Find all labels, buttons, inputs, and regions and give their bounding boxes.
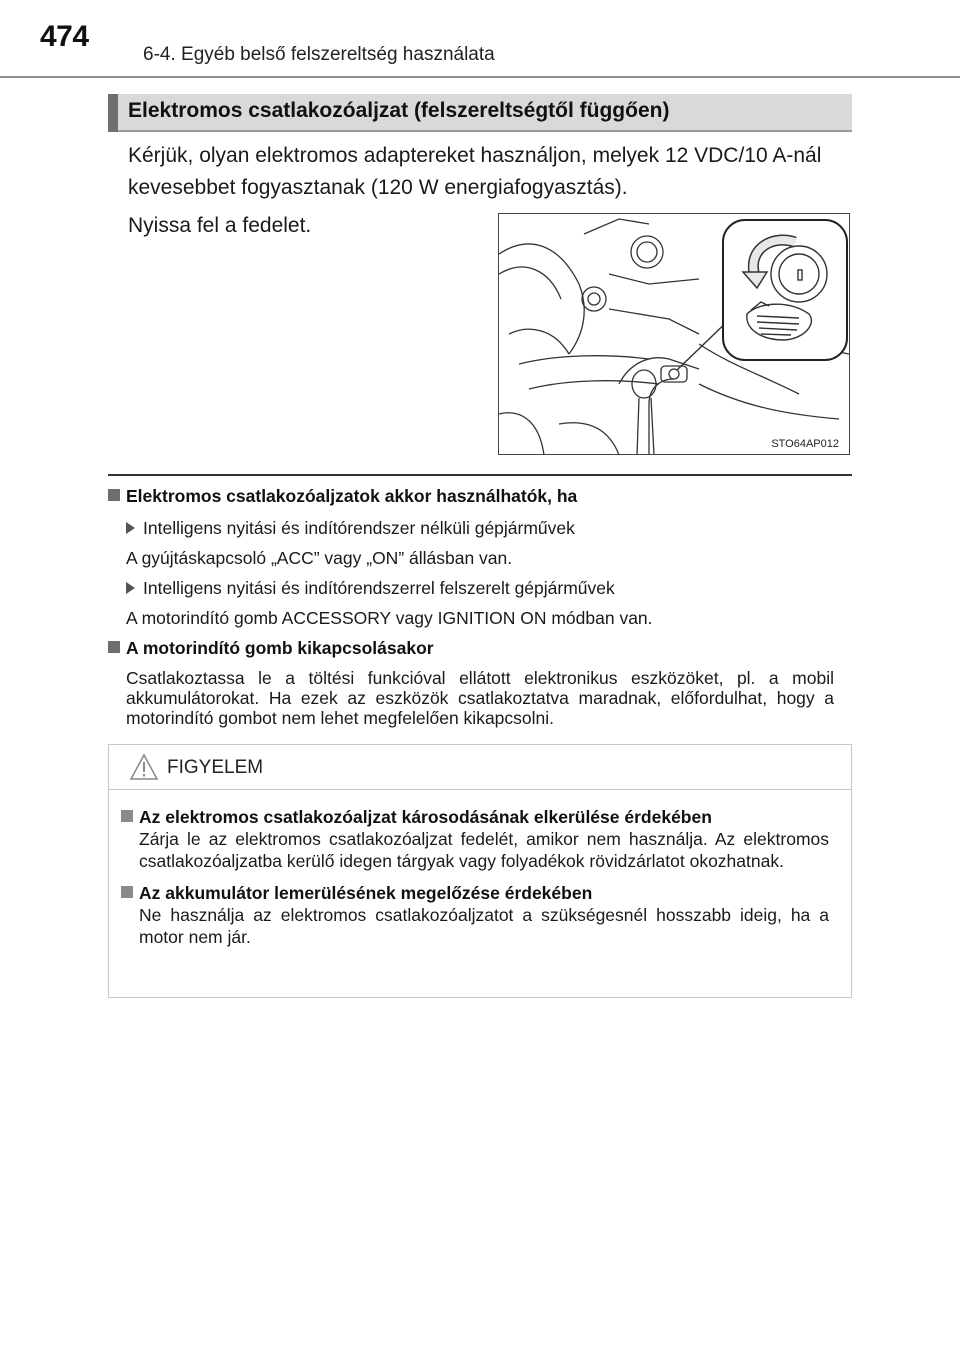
list-item-text: Intelligens nyitási és indítórendszerrel felszerelt gépjárművek [143,578,615,598]
triangle-bullet-icon [126,582,135,594]
figure-code: STO64AP012 [771,438,839,450]
intro-text: Kérjük, olyan elektromos adaptereket használjon, melyek 12 VDC/10 A-nál kevesebbet fogyasztanak (120 W energiafogyasztás). [128,144,822,199]
header-rule [0,76,960,78]
section-divider [108,474,852,476]
notes-section [108,484,852,734]
power-outlet-illustration [498,213,850,455]
warning-heading-text: Az akkumulátor lemerülésének megelőzése érdekében [139,883,593,903]
warning-box [108,744,852,998]
square-bullet-icon [121,886,133,898]
square-bullet-icon [108,489,120,501]
note-text: A motorindító gomb ACCESSORY vagy IGNITION ON módban van. [126,608,653,628]
page-number: 474 [40,20,89,53]
warning-body [109,790,851,948]
warning-heading [121,806,833,828]
dashboard-drawing [499,214,850,455]
note-heading [108,636,852,660]
warning-heading-text: Az elektromos csatlakozóaljzat károsodásának elkerülése érdekében [139,807,712,827]
section-title: Elektromos csatlakozóaljzat (felszereltségtől függően) [128,99,670,122]
note-heading-text: A motorindító gomb kikapcsolásakor [126,638,434,658]
step-text: Nyissa fel a fedelet. [128,214,312,237]
triangle-bullet-icon [126,522,135,534]
warning-heading [121,882,833,904]
warning-paragraph: Zárja le az elektromos csatlakozóaljzat fedelét, amikor nem használja. Az elektromos csatlakozóaljzatba kerülő idegen tárgyak vagy folyadékok rövidzárlatot okozhatnak. [139,829,829,871]
note-heading [108,484,852,508]
note-heading-text: Elektromos csatlakozóaljzatok akkor használhatók, ha [126,486,578,506]
warning-header [109,745,851,790]
square-bullet-icon [108,641,120,653]
chapter-title: 6-4. Egyéb belső felszereltség használata [143,44,495,65]
section-banner [108,94,852,132]
list-item [126,576,852,600]
list-item [126,516,852,540]
warning-paragraph: Ne használja az elektromos csatlakozóaljzatot a szükségesnél hosszabb ideig, ha a motor nem jár. [139,905,829,947]
square-bullet-icon [121,810,133,822]
note-text: A gyújtáskapcsoló „ACC” vagy „ON” állásban van. [126,548,513,568]
section-banner-bar [108,94,118,132]
warning-triangle-icon [129,753,159,781]
note-paragraph: Csatlakoztassa le a töltési funkcióval ellátott elektronikus eszközöket, pl. a mobil akkumulátorokat. Ha ezek az eszközök csatlakoztatva maradnak, előfordulhat, hogy a motorindító gombot nem lehet megfelelően kikapcsolni. [126,668,834,728]
warning-label: FIGYELEM [167,757,264,778]
list-item-text: Intelligens nyitási és indítórendszer nélküli gépjárművek [143,518,575,538]
